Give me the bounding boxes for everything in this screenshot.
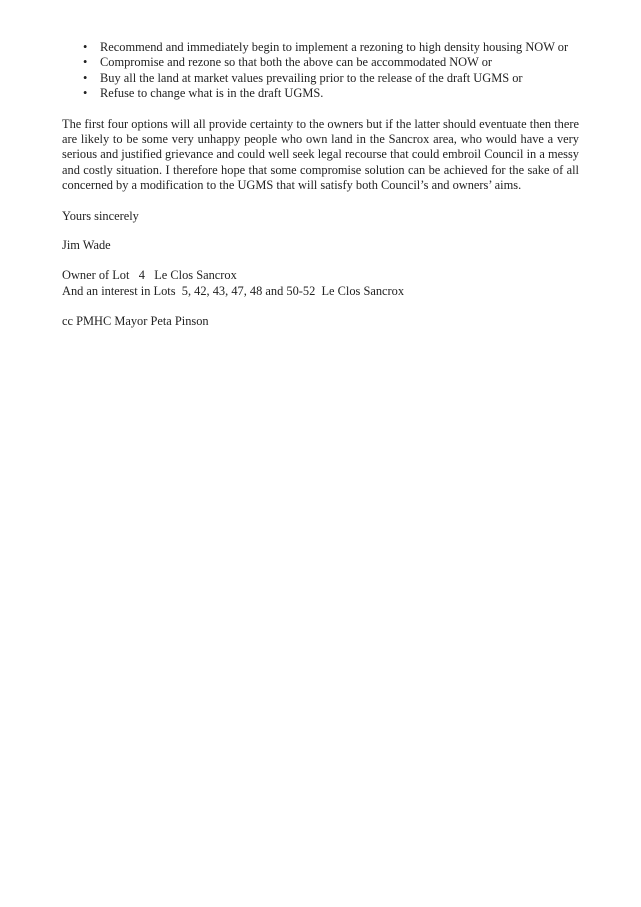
list-item-text: Recommend and immediately begin to implement a rezoning to high density housing NOW or: [100, 40, 569, 54]
letter-content: [62, 40, 579, 330]
bullet-icon: •: [83, 40, 88, 54]
body-paragraph: The first four options will all provide certainty to the owners but if the latter should eventuate then there are likely to be some very unhappy people who own land in the Sancrox area, who would have a very serious and justified grievance and could well seek legal recourse that could embroil Council in a messy and costly situation. I therefore hope that some compromise solution can be achieved for the sake of all concerned by a modification to the UGMS that will satisfy both Council’s and owners’ aims.: [62, 116, 579, 193]
list-item: [62, 40, 579, 55]
list-item-text: Compromise and rezone so that both the above can be accommodated NOW or: [100, 55, 493, 70]
interest-line: And an interest in Lots 5, 42, 43, 47, 48 and 50-52 Le Clos Sancrox: [62, 283, 405, 298]
bullet-icon: •: [83, 86, 88, 101]
list-item: [62, 86, 579, 101]
closing-salutation: Yours sincerely: [62, 208, 139, 223]
bullet-icon: •: [83, 55, 88, 70]
list-item: [62, 55, 579, 70]
bullet-icon: •: [83, 70, 88, 85]
signature-name: Jim Wade: [62, 238, 111, 253]
list-item-text: Buy all the land at market values prevailing prior to the release of the draft UGMS or: [100, 70, 523, 85]
list-item-text: Refuse to change what is in the draft UGMS.: [100, 86, 324, 101]
cc-line: cc PMHC Mayor Peta Pinson: [62, 314, 209, 329]
ownership-block: [62, 268, 579, 299]
options-list: [62, 40, 579, 102]
list-item: [62, 71, 579, 86]
owner-line: Owner of Lot 4 Le Clos Sancrox: [62, 268, 237, 283]
